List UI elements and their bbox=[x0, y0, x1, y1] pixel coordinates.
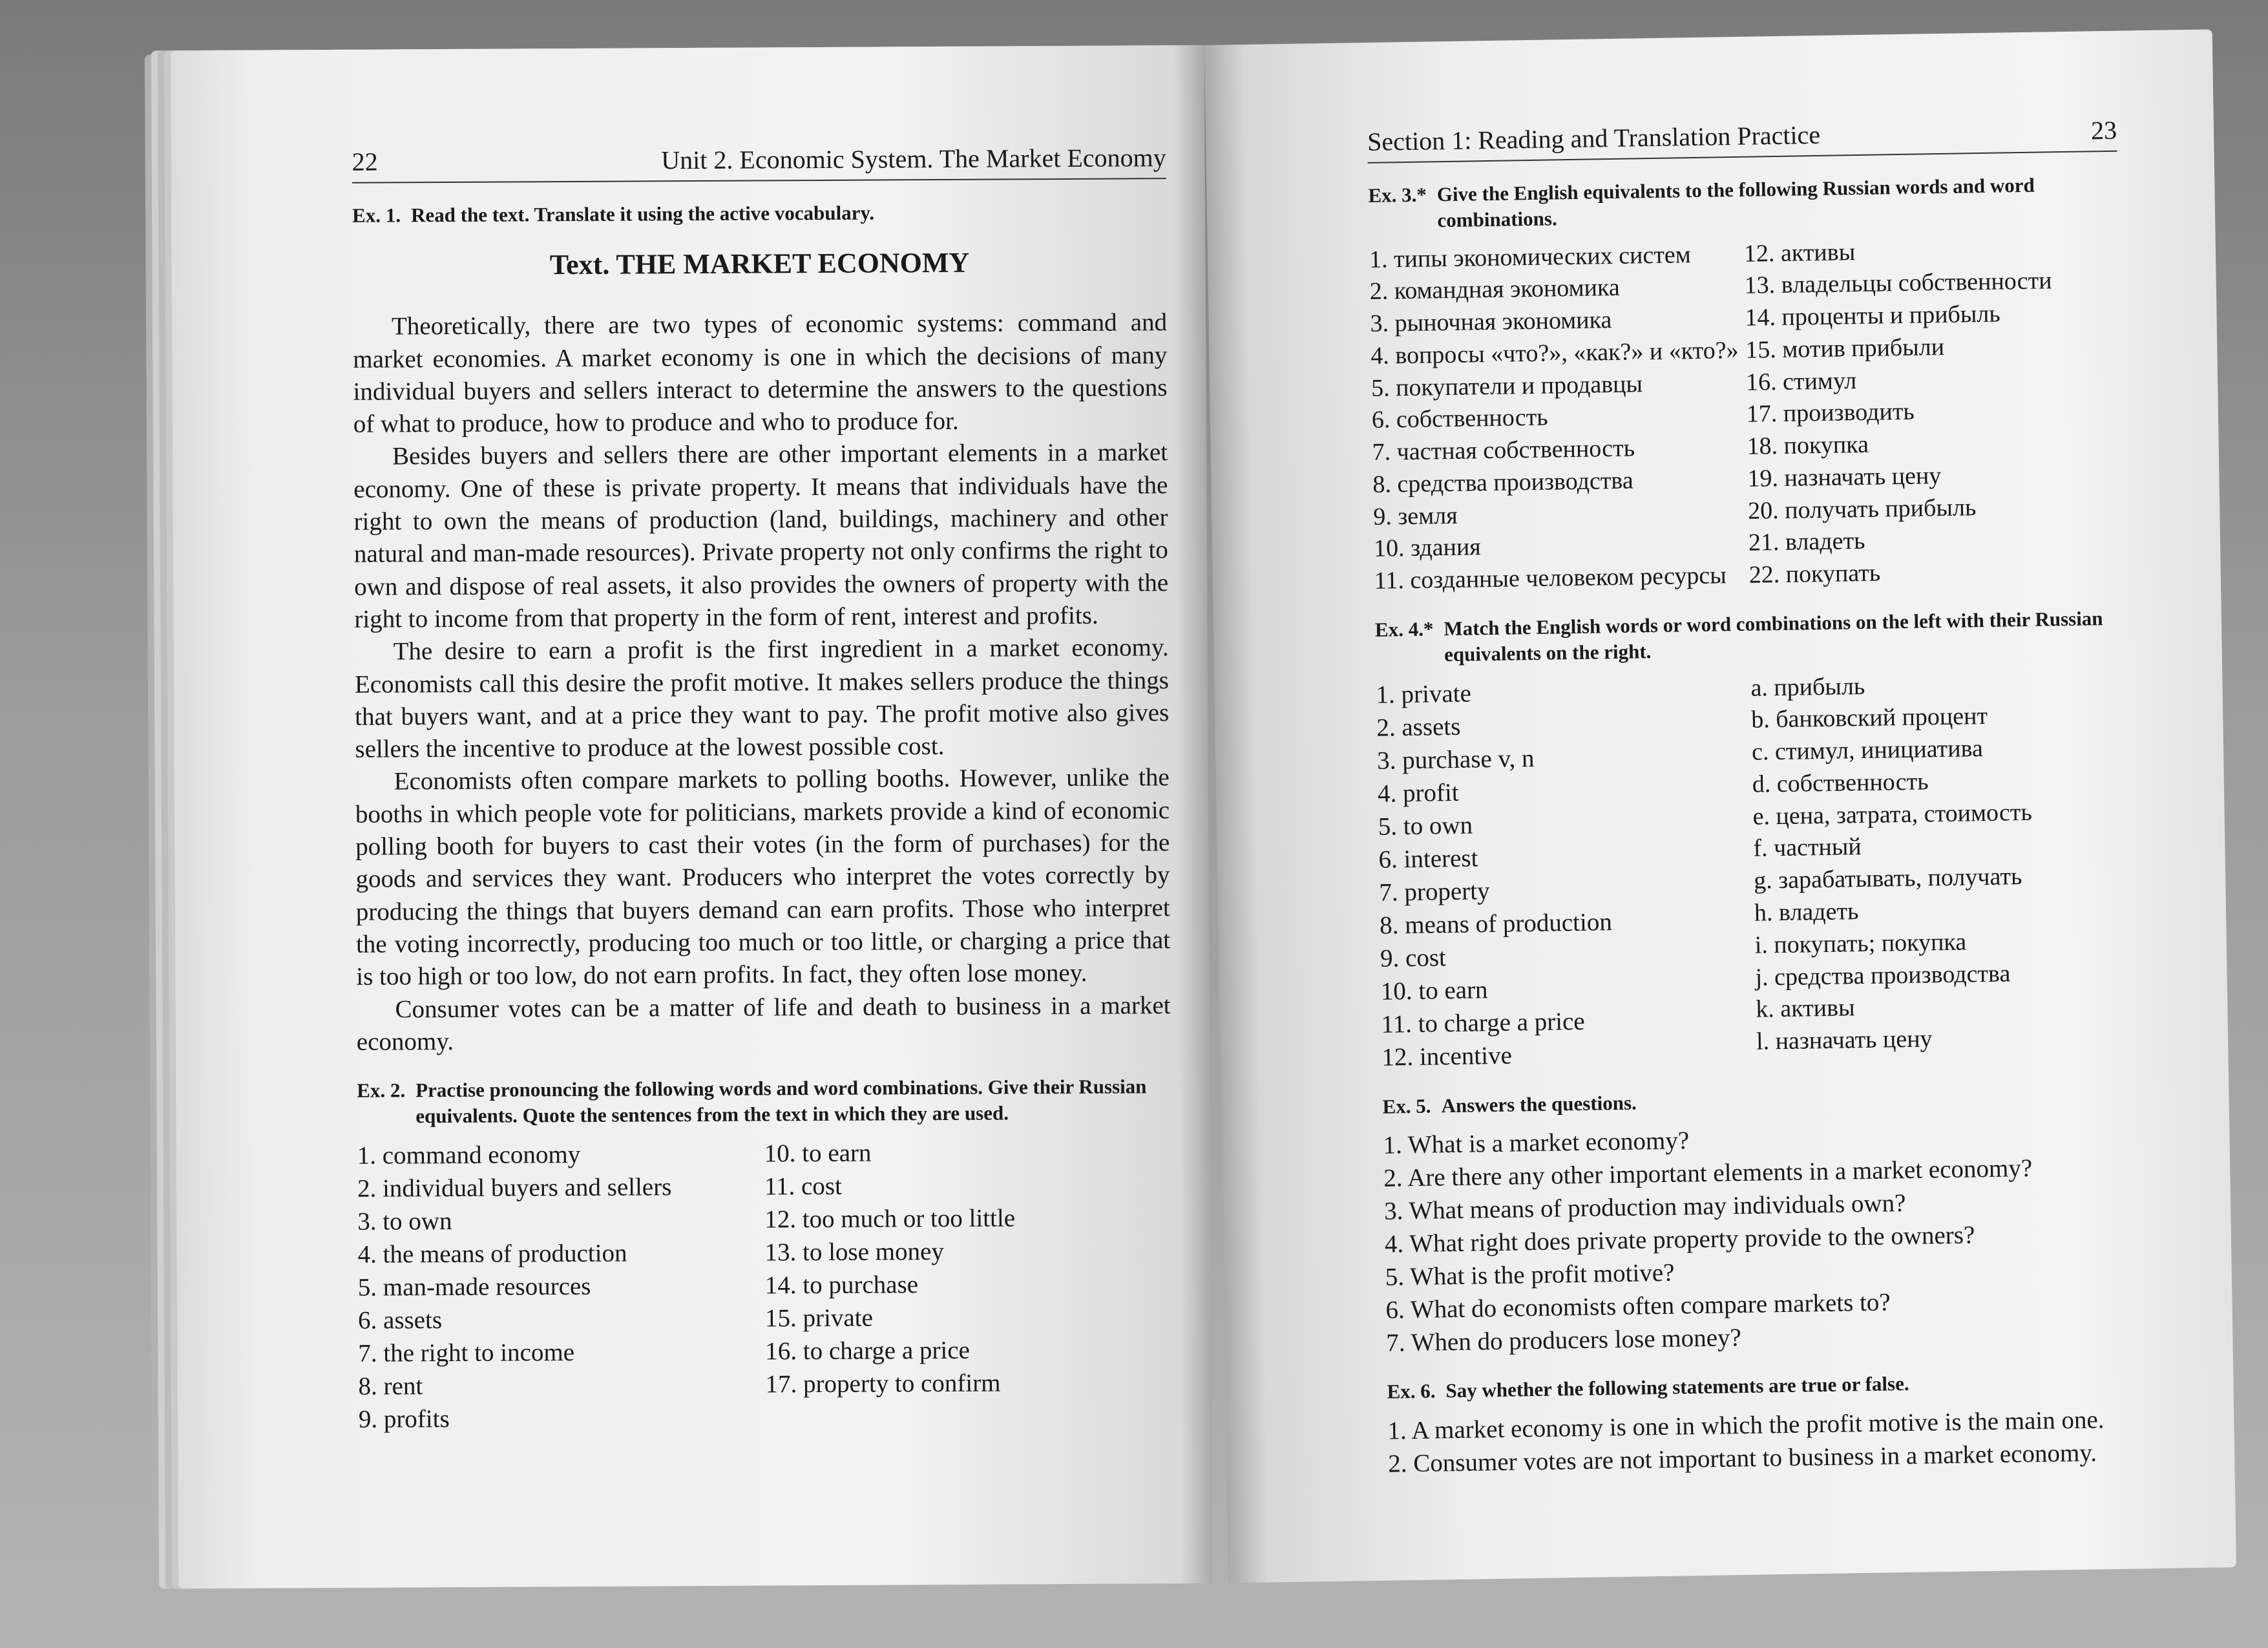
list-item: k. активы bbox=[1755, 994, 1855, 1023]
list-item: h. владеть bbox=[1754, 898, 1859, 927]
list-item: b. банковский процент bbox=[1750, 703, 1988, 734]
ex2-instruction: Practise pronouncing the following words and word combinations. Give their Russian equivalents. Quote the sentences from the text in which they are used. bbox=[415, 1075, 1147, 1128]
list-item: 17. property to confirm bbox=[765, 1369, 1001, 1399]
ex2-heading bbox=[357, 1073, 1171, 1130]
ex5-instruction: Answers the questions. bbox=[1441, 1091, 1637, 1117]
left-running-title: Unit 2. Economic System. The Market Economy bbox=[661, 143, 1166, 175]
list-item: 1. command economy bbox=[357, 1140, 581, 1170]
ex6-instruction: Say whether the following statements are true or false. bbox=[1445, 1372, 1909, 1402]
list-item: 1. What is a market economy? bbox=[1383, 1126, 1690, 1159]
ex6-list bbox=[1387, 1402, 2137, 1480]
ex1-heading bbox=[352, 198, 1166, 229]
text-paragraph: Theoretically, there are two types of economic systems: command and market economies. A market economy is one in which the decisions of many individual buyers and sellers interact to determine the answers to the questions of what to produce, how to produce and who to produce for. bbox=[353, 308, 1168, 438]
ex3-number: Ex. 3.* bbox=[1368, 183, 1427, 207]
list-item: j. средства производства bbox=[1755, 959, 2011, 991]
list-item: 21. владеть bbox=[1748, 527, 1865, 557]
list-item: 7. When do producers lose money? bbox=[1386, 1324, 1742, 1357]
list-item: c. стимул, инициатива bbox=[1751, 735, 1984, 766]
right-page-number: 23 bbox=[2090, 115, 2117, 145]
list-item: 11. cost bbox=[764, 1172, 843, 1201]
list-item: 8. средства производства bbox=[1372, 467, 1633, 498]
ex5-list bbox=[1383, 1117, 2136, 1360]
ex4-heading bbox=[1375, 606, 2125, 670]
list-item: 10. здания bbox=[1373, 533, 1482, 563]
list-item: 12. too much or too little bbox=[764, 1204, 1016, 1234]
list-item: g. зарабатывать, получать bbox=[1753, 863, 2022, 894]
right-running-head bbox=[1367, 115, 2117, 164]
text-paragraph: Besides buyers and sellers there are other important elements in a market economy. One of these is private property. It means that individuals have the right to own the means of production (land, buildings, machinery and other natural and man-made resources). Private property not only confirms the right to own and dispose of real assets, it also provides the owners of property with the right to income from that property in the form of rent, interest and profits. bbox=[353, 438, 1169, 633]
list-item: 17. производить bbox=[1746, 398, 1915, 428]
list-item: 5. to own bbox=[1378, 811, 1473, 841]
ex4-column-1 bbox=[1376, 672, 1757, 1074]
list-item: 5. покупатели и продавцы bbox=[1370, 370, 1643, 402]
list-item: 7. частная собственность bbox=[1372, 434, 1635, 467]
list-item: 1. типы экономических систем bbox=[1369, 240, 1692, 273]
list-item: 7. the right to income bbox=[358, 1338, 575, 1368]
list-item: 5. What is the profit motive? bbox=[1385, 1258, 1675, 1291]
list-item: 2. assets bbox=[1376, 712, 1461, 742]
ex1-instruction: Read the text. Translate it using the active vocabulary. bbox=[410, 201, 875, 227]
list-item: 6. собственность bbox=[1371, 404, 1548, 434]
list-item: 14. проценты и прибыль bbox=[1745, 300, 2000, 332]
ex3-column-2 bbox=[1744, 232, 2125, 591]
list-item: 6. interest bbox=[1378, 844, 1478, 874]
text-paragraph: The desire to earn a profit is the first ingredient in a market economy. Economists call this desire the profit motive. It makes sellers produce the things that buyers want, and at a price they want to pay. The profit motive also gives sellers the incentive to produce at the lowest possible cost. bbox=[354, 633, 1170, 763]
left-page-number: 22 bbox=[352, 147, 378, 176]
list-item: 13. to lose money bbox=[764, 1237, 944, 1267]
ex5-heading bbox=[1382, 1082, 2132, 1120]
list-item: 6. assets bbox=[357, 1306, 443, 1335]
list-item: 16. стимул bbox=[1745, 366, 1857, 396]
list-item: 1. A market economy is one in which the profit motive is the main one. bbox=[1387, 1405, 2105, 1445]
list-item: f. частный bbox=[1753, 833, 1862, 863]
ex4-number: Ex. 4.* bbox=[1374, 617, 1434, 641]
ex2-list bbox=[357, 1135, 1173, 1436]
list-item: 12. incentive bbox=[1381, 1042, 1513, 1072]
list-item: 2. Are there any other important elements in a market economy? bbox=[1383, 1154, 2033, 1192]
right-running-title: Section 1: Reading and Translation Practice bbox=[1367, 120, 1821, 156]
list-item: a. прибыль bbox=[1750, 672, 1865, 702]
list-item: d. собственность bbox=[1752, 768, 1929, 798]
list-item: 2. командная экономика bbox=[1369, 274, 1620, 306]
ex3-instruction: Give the English equivalents to the following Russian words and word combinations. bbox=[1436, 173, 2035, 232]
ex4-list bbox=[1376, 666, 2131, 1074]
list-item: 3. purchase v, n bbox=[1376, 744, 1535, 775]
list-item: 4. вопросы «что?», «как?» и «кто?» bbox=[1370, 336, 1739, 370]
list-item: 11. созданные человеком ресурсы bbox=[1374, 562, 1727, 595]
list-item: 7. property bbox=[1379, 877, 1490, 907]
ex3-column-1 bbox=[1369, 238, 1750, 597]
list-item: 14. to purchase bbox=[764, 1271, 919, 1300]
ex2-number: Ex. 2. bbox=[357, 1079, 406, 1102]
ex3-list bbox=[1369, 232, 2124, 598]
list-item: 2. individual buyers and sellers bbox=[357, 1172, 672, 1203]
list-item: l. назначать цену bbox=[1756, 1025, 1933, 1055]
left-page bbox=[171, 45, 1212, 1589]
ex3-heading bbox=[1368, 171, 2118, 235]
list-item: 2. Consumer votes are not important to business in a market economy. bbox=[1387, 1439, 2097, 1478]
ex1-number: Ex. 1. bbox=[352, 204, 401, 227]
list-item: 11. to charge a price bbox=[1381, 1008, 1586, 1039]
ex2-column-2 bbox=[764, 1135, 1173, 1434]
list-item: 10. to earn bbox=[764, 1139, 872, 1168]
list-item: e. цена, затрата, стоимость bbox=[1752, 798, 2033, 830]
list-item: 3. What means of production may individuals own? bbox=[1383, 1189, 1906, 1225]
right-page bbox=[1204, 29, 2236, 1583]
list-item: 9. земля bbox=[1372, 502, 1458, 531]
list-item: 16. to charge a price bbox=[765, 1336, 971, 1366]
list-item: 10. to earn bbox=[1380, 976, 1488, 1006]
list-item: 15. мотив прибыли bbox=[1745, 333, 1945, 364]
ex2-column-1 bbox=[357, 1137, 766, 1436]
ex5-number: Ex. 5. bbox=[1382, 1094, 1431, 1118]
ex4-column-2 bbox=[1750, 666, 2132, 1068]
list-item: 8. means of production bbox=[1379, 908, 1613, 940]
left-running-head bbox=[352, 142, 1166, 184]
ex6-heading bbox=[1387, 1368, 2136, 1406]
list-item: i. покупать; покупка bbox=[1754, 928, 1967, 959]
list-item: 3. рыночная экономика bbox=[1370, 306, 1612, 338]
list-item: 12. активы bbox=[1743, 238, 1856, 268]
open-book bbox=[158, 40, 2220, 1589]
list-item: 15. private bbox=[764, 1304, 873, 1333]
list-item: 9. cost bbox=[1380, 944, 1447, 973]
list-item: 20. получать прибыль bbox=[1747, 493, 1977, 525]
text-paragraph: Consumer votes can be a matter of life and death to business in a market economy. bbox=[356, 991, 1171, 1056]
list-item: 18. покупка bbox=[1747, 430, 1869, 460]
list-item: 6. What do economists often compare markets to? bbox=[1385, 1288, 1891, 1324]
list-item: 3. to own bbox=[357, 1207, 452, 1236]
list-item: 13. владельцы собственности bbox=[1744, 267, 2052, 300]
list-item: 5. man-made resources bbox=[357, 1272, 591, 1302]
list-item: 4. profit bbox=[1377, 778, 1459, 808]
list-item: 22. покупать bbox=[1748, 559, 1881, 589]
list-item: 8. rent bbox=[358, 1372, 423, 1401]
list-item: 4. What right does private property provide to the owners? bbox=[1384, 1221, 1975, 1258]
list-item: 19. назначать цену bbox=[1747, 461, 1942, 492]
text-title: Text. THE MARKET ECONOMY bbox=[549, 247, 970, 281]
list-item: 9. profits bbox=[358, 1405, 450, 1434]
ex6-number: Ex. 6. bbox=[1387, 1379, 1436, 1404]
list-item: 4. the means of production bbox=[357, 1239, 627, 1269]
list-item: 1. private bbox=[1376, 679, 1472, 709]
ex4-instruction: Match the English words or word combinations on the left with their Russian equivalents on the right. bbox=[1444, 607, 2103, 666]
text-paragraph: Economists often compare markets to polling booths. However, unlike the booths in which people vote for politicians, markets provide a kind of economic polling booth for buyers to cast their votes (in the form of purchases) for the goods and services they want. Producers who interpret the votes correctly by producing the things that buyers demand can earn profits. Those who interpret the voting incorrectly, producing too much or too little, or charging a price that is too high or too low, do not earn profits. In fact, they often lose money. bbox=[355, 763, 1171, 991]
